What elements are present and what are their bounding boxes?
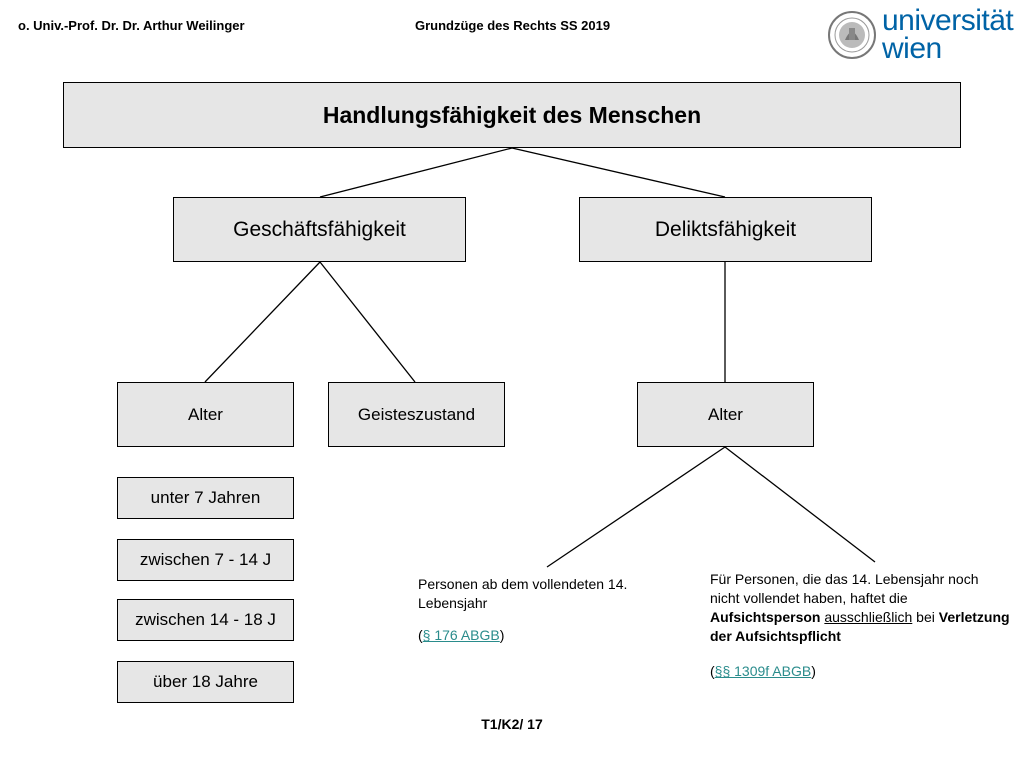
ref-close: ) <box>499 627 505 643</box>
aufsichtsperson-text: Aufsichtsperson <box>710 609 821 625</box>
ausschliesslich-text: ausschließlich <box>824 609 913 625</box>
deliktsfaehigkeit-box: Deliktsfähigkeit <box>579 197 872 262</box>
connector-alter-a <box>547 447 725 567</box>
verletzung-text: Verletzung der Aufsichtspflicht <box>710 609 1010 644</box>
root-box: Handlungsfähigkeit des Menschen <box>63 82 961 148</box>
ref-open: ( <box>418 627 423 643</box>
geschaeftsfaehigkeit-box: Geschäftsfähigkeit <box>173 197 466 262</box>
page-number: T1/K2/ 17 <box>481 716 543 732</box>
connector-root-right <box>512 148 725 197</box>
author-header: o. Univ.-Prof. Dr. Dr. Arthur Weilinger <box>18 18 245 33</box>
connector-left-alter <box>205 262 320 382</box>
course-header: Grundzüge des Rechts SS 2019 <box>415 18 611 33</box>
ref-close: ) <box>811 663 816 679</box>
connector-root-left <box>320 148 512 197</box>
connector-left-geist <box>320 262 415 382</box>
branch-a-text: Personen ab dem vollendeten 14. Lebensjahr <box>418 576 628 611</box>
branch-a-reference <box>418 626 504 645</box>
branch-b-text-1: Für Personen, die das 14. Lebensjahr noch nicht vollendet haben, haftet die <box>710 571 979 606</box>
connector-alter-b <box>725 447 875 562</box>
geisteszustand-box: Geisteszustand <box>328 382 505 447</box>
left-alter-box: Alter <box>117 382 294 447</box>
age-group-box: zwischen 7 - 14 J <box>117 539 294 581</box>
abgb-176-link[interactable]: § 176 ABGB <box>422 627 500 643</box>
logo-line-2: wien <box>882 32 942 65</box>
branch-b-reference <box>710 662 816 681</box>
right-alter-box: Alter <box>637 382 814 447</box>
logo-line-1: universität <box>882 4 1014 37</box>
ref-open: ( <box>710 663 715 679</box>
age-group-box: über 18 Jahre <box>117 661 294 703</box>
abgb-1309f-link[interactable]: §§ 1309f ABGB <box>714 663 812 679</box>
age-group-box: unter 7 Jahren <box>117 477 294 519</box>
age-group-box: zwischen 14 - 18 J <box>117 599 294 641</box>
branch-b-text <box>710 570 1010 646</box>
branch-b-text-5: bei <box>912 609 939 625</box>
